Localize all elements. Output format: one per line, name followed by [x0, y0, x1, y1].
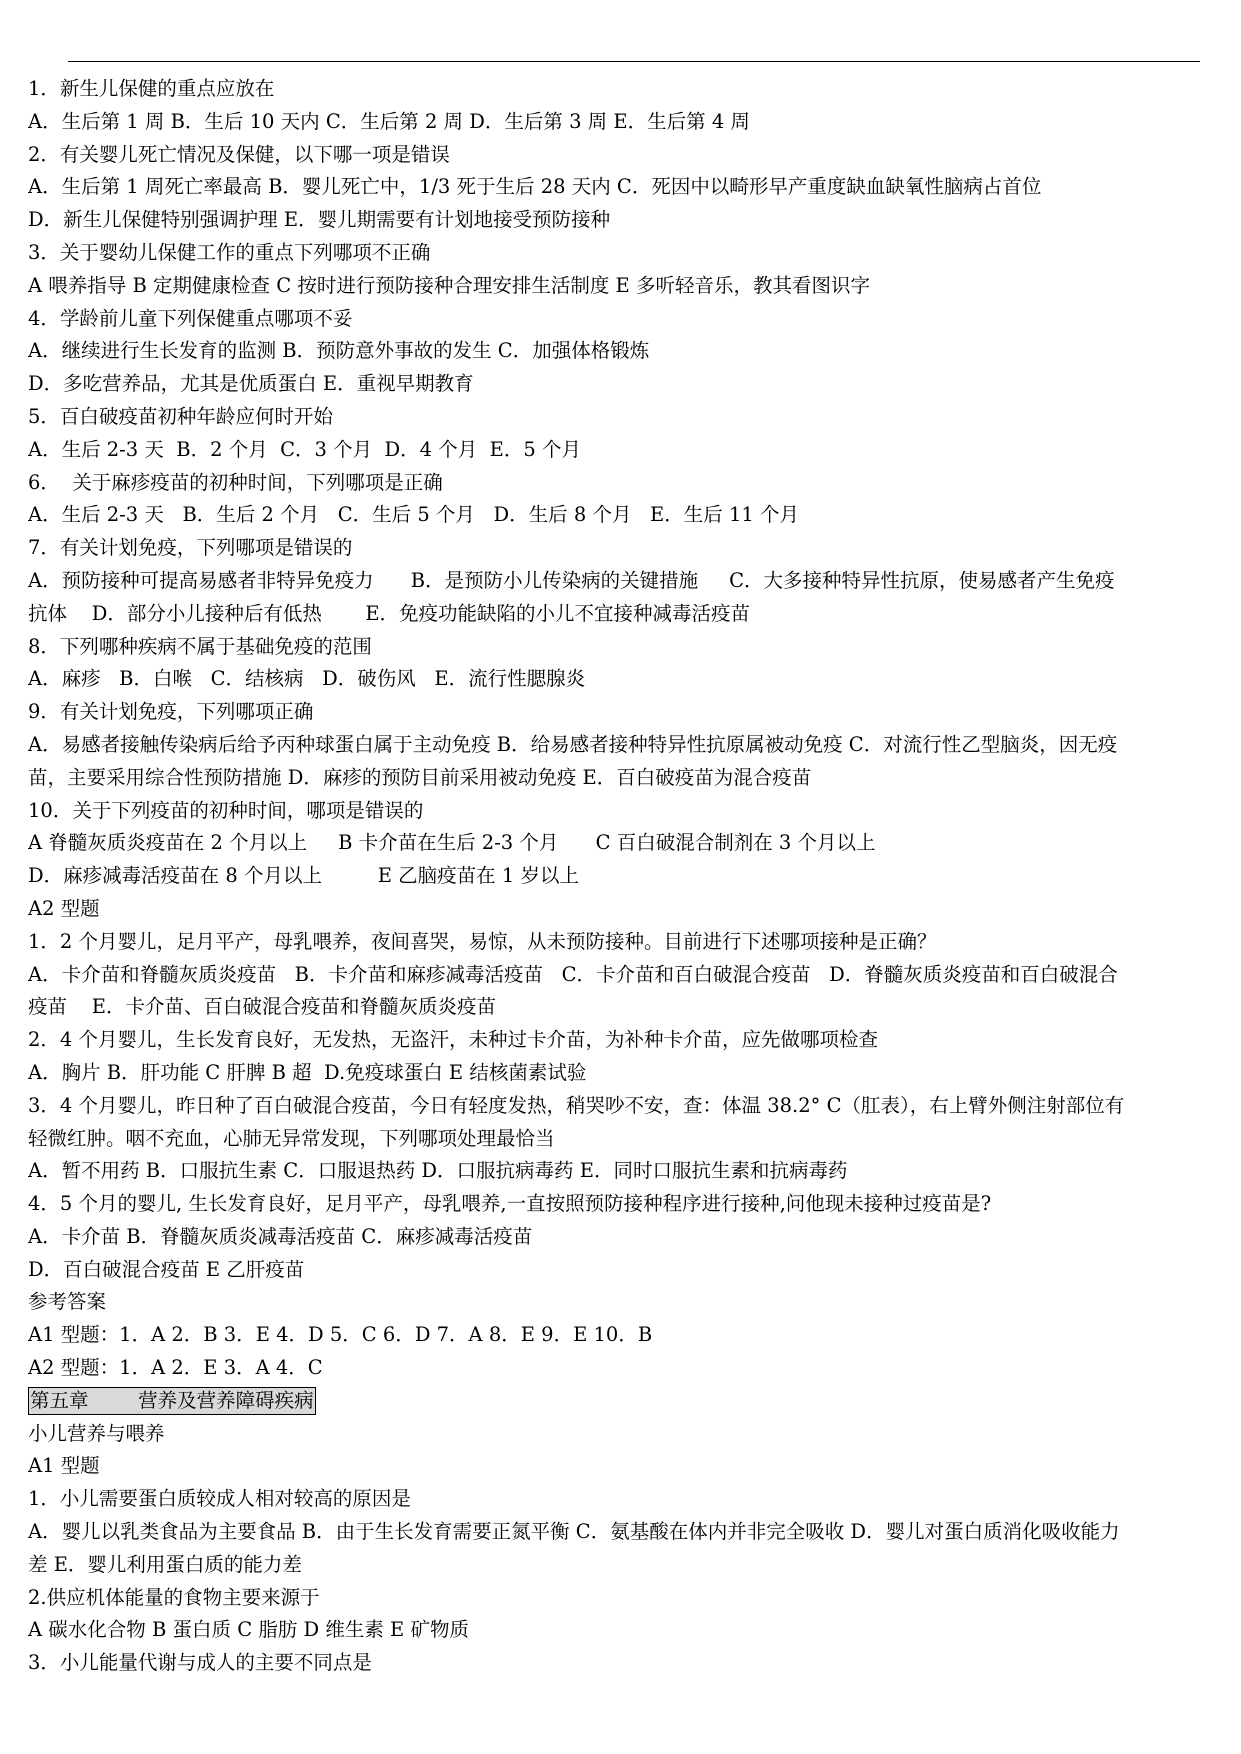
question-stem: 5．百白破疫苗初种年龄应何时开始 — [28, 404, 333, 428]
question-stem: 1．2 个月婴儿，足月平产，母乳喂养，夜间喜哭，易惊，从未预防接种。目前进行下述哪项接种是正确？ — [28, 929, 937, 953]
question-stem: 2．有关婴儿死亡情况及保健，以下哪一项是错误 — [28, 142, 450, 166]
question-stem: 3．关于婴幼儿保健工作的重点下列哪项不正确 — [28, 240, 431, 264]
answer-options: A．暂不用药 B．口服抗生素 C．口服退热药 D．口服抗病毒药 E．同时口服抗生素和抗病毒药 — [28, 1159, 848, 1183]
question-stem: 2.供应机体能量的食物主要来源于 — [28, 1585, 320, 1609]
answer-options: A．胸片 B．肝功能 C 肝脾 B 超 D.免疫球蛋白 E 结核菌素试验 — [28, 1060, 587, 1084]
answer-options: 抗体 D．部分小儿接种后有低热 E．免疫功能缺陷的小儿不宜接种减毒活疫苗 — [28, 601, 751, 625]
answer-options: A 喂养指导 B 定期健康检查 C 按时进行预防接种合理安排生活制度 E 多听轻音乐，教其看图识字 — [28, 273, 870, 297]
answer-options: A．卡介苗和脊髓灰质炎疫苗 B．卡介苗和麻疹减毒活疫苗 C．卡介苗和百白破混合疫苗 D．脊髓灰质炎疫苗和百白破混合 — [28, 962, 1118, 986]
chapter-heading: 第五章 营养及营养障碍疾病 — [28, 1387, 316, 1415]
answer-options: 疫苗 E．卡介苗、百白破混合疫苗和脊髓灰质炎疫苗 — [28, 995, 497, 1019]
section-heading: A2 型题 — [28, 896, 100, 920]
question-stem: 6． 关于麻疹疫苗的初种时间，下列哪项是正确 — [28, 470, 443, 494]
header-rule — [68, 61, 1200, 62]
question-stem: 3．小儿能量代谢与成人的主要不同点是 — [28, 1651, 372, 1675]
answer-key: A2 型题：1．A 2．E 3．A 4．C — [28, 1356, 323, 1380]
answer-options: D．新生儿保健特别强调护理 E．婴儿期需要有计划地接受预防接种 — [28, 208, 611, 232]
answer-options: A．婴儿以乳类食品为主要食品 B．由于生长发育需要正氮平衡 C．氨基酸在体内并非完全吸收 D．婴儿对蛋白质消化吸收能力 — [28, 1520, 1120, 1544]
answer-options: D．麻疹减毒活疫苗在 8 个月以上 E 乙脑疫苗在 1 岁以上 — [28, 864, 579, 888]
question-stem: 1．小儿需要蛋白质较成人相对较高的原因是 — [28, 1487, 411, 1511]
question-stem: 2．4 个月婴儿，生长发育良好，无发热，无盗汗，未种过卡介苗，为补种卡介苗，应先做哪项检查 — [28, 1028, 879, 1052]
question-stem: 3．4 个月婴儿，昨日种了百白破混合疫苗，今日有轻度发热，稍哭吵不安，查：体温 38.2° C（肛表），右上臂外侧注射部位有 — [28, 1093, 1125, 1117]
question-stem: 9．有关计划免疫，下列哪项正确 — [28, 700, 314, 724]
answer-options: A．易感者接触传染病后给予丙种球蛋白属于主动免疫 B．给易感者接种特异性抗原属被动免疫 C．对流行性乙型脑炎，因无疫 — [28, 732, 1118, 756]
answer-options: A．预防接种可提高易感者非特异免疫力 B．是预防小儿传染病的关键措施 C．大多接种特异性抗原，使易感者产生免疫 — [28, 568, 1115, 592]
answer-key: A1 型题：1．A 2．B 3．E 4．D 5．C 6．D 7．A 8．E 9．E 10．B — [28, 1323, 653, 1347]
chapter-heading-row — [28, 1385, 1208, 1418]
document-body — [28, 73, 1208, 1680]
question-stem: 8．下列哪种疾病不属于基础免疫的范围 — [28, 634, 372, 658]
answer-options: 苗，主要采用综合性预防措施 D．麻疹的预防目前采用被动免疫 E．百白破疫苗为混合疫苗 — [28, 765, 812, 789]
question-stem: 1．新生儿保健的重点应放在 — [28, 77, 275, 100]
question-stem: 4．5 个月的婴儿, 生长发育良好，足月平产，母乳喂养,一直按照预防接种程序进行接种,问他现未接种过疫苗是? — [28, 1192, 992, 1216]
question-stem: 7．有关计划免疫，下列哪项是错误的 — [28, 536, 353, 560]
section-heading: 参考答案 — [28, 1290, 107, 1314]
question-stem: 轻微红肿。咽不充血，心肺无异常发现，下列哪项处理最恰当 — [28, 1126, 555, 1150]
answer-options: D．多吃营养品，尤其是优质蛋白 E．重视早期教育 — [28, 372, 474, 396]
answer-options: A．生后第 1 周死亡率最高 B．婴儿死亡中，1/3 死于生后 28 天内 C．死因中以畸形早产重度缺血缺氧性脑病占首位 — [28, 175, 1042, 199]
answer-options: A．麻疹 B．白喉 C．结核病 D．破伤风 E．流行性腮腺炎 — [28, 667, 586, 691]
question-stem: 10．关于下列疫苗的初种时间，哪项是错误的 — [28, 798, 424, 822]
answer-options: A．生后 2-3 天 B．生后 2 个月 C．生后 5 个月 D．生后 8 个月 E．生后 11 个月 — [28, 503, 800, 527]
question-stem: 4．学龄前儿童下列保健重点哪项不妥 — [28, 306, 353, 330]
answer-options: A．卡介苗 B．脊髓灰质炎减毒活疫苗 C．麻疹减毒活疫苗 — [28, 1224, 533, 1248]
answer-options: A．生后 2-3 天 B．2 个月 C．3 个月 D．4 个月 E．5 个月 — [28, 437, 582, 461]
answer-options: A．继续进行生长发育的监测 B．预防意外事故的发生 C．加强体格锻炼 — [28, 339, 650, 363]
section-heading: 小儿营养与喂养 — [28, 1421, 165, 1445]
answer-options: A 脊髓灰质炎疫苗在 2 个月以上 B 卡介苗在生后 2-3 个月 C 百白破混合制剂在 3 个月以上 — [28, 831, 876, 855]
answer-options: A．生后第 1 周 B．生后 10 天内 C．生后第 2 周 D．生后第 3 周 E．生后第 4 周 — [28, 109, 750, 133]
answer-options: A 碳水化合物 B 蛋白质 C 脂肪 D 维生素 E 矿物质 — [28, 1618, 469, 1642]
answer-options: D．百白破混合疫苗 E 乙肝疫苗 — [28, 1257, 305, 1281]
section-heading: A1 型题 — [28, 1454, 100, 1478]
answer-options: 差 E．婴儿利用蛋白质的能力差 — [28, 1552, 302, 1576]
